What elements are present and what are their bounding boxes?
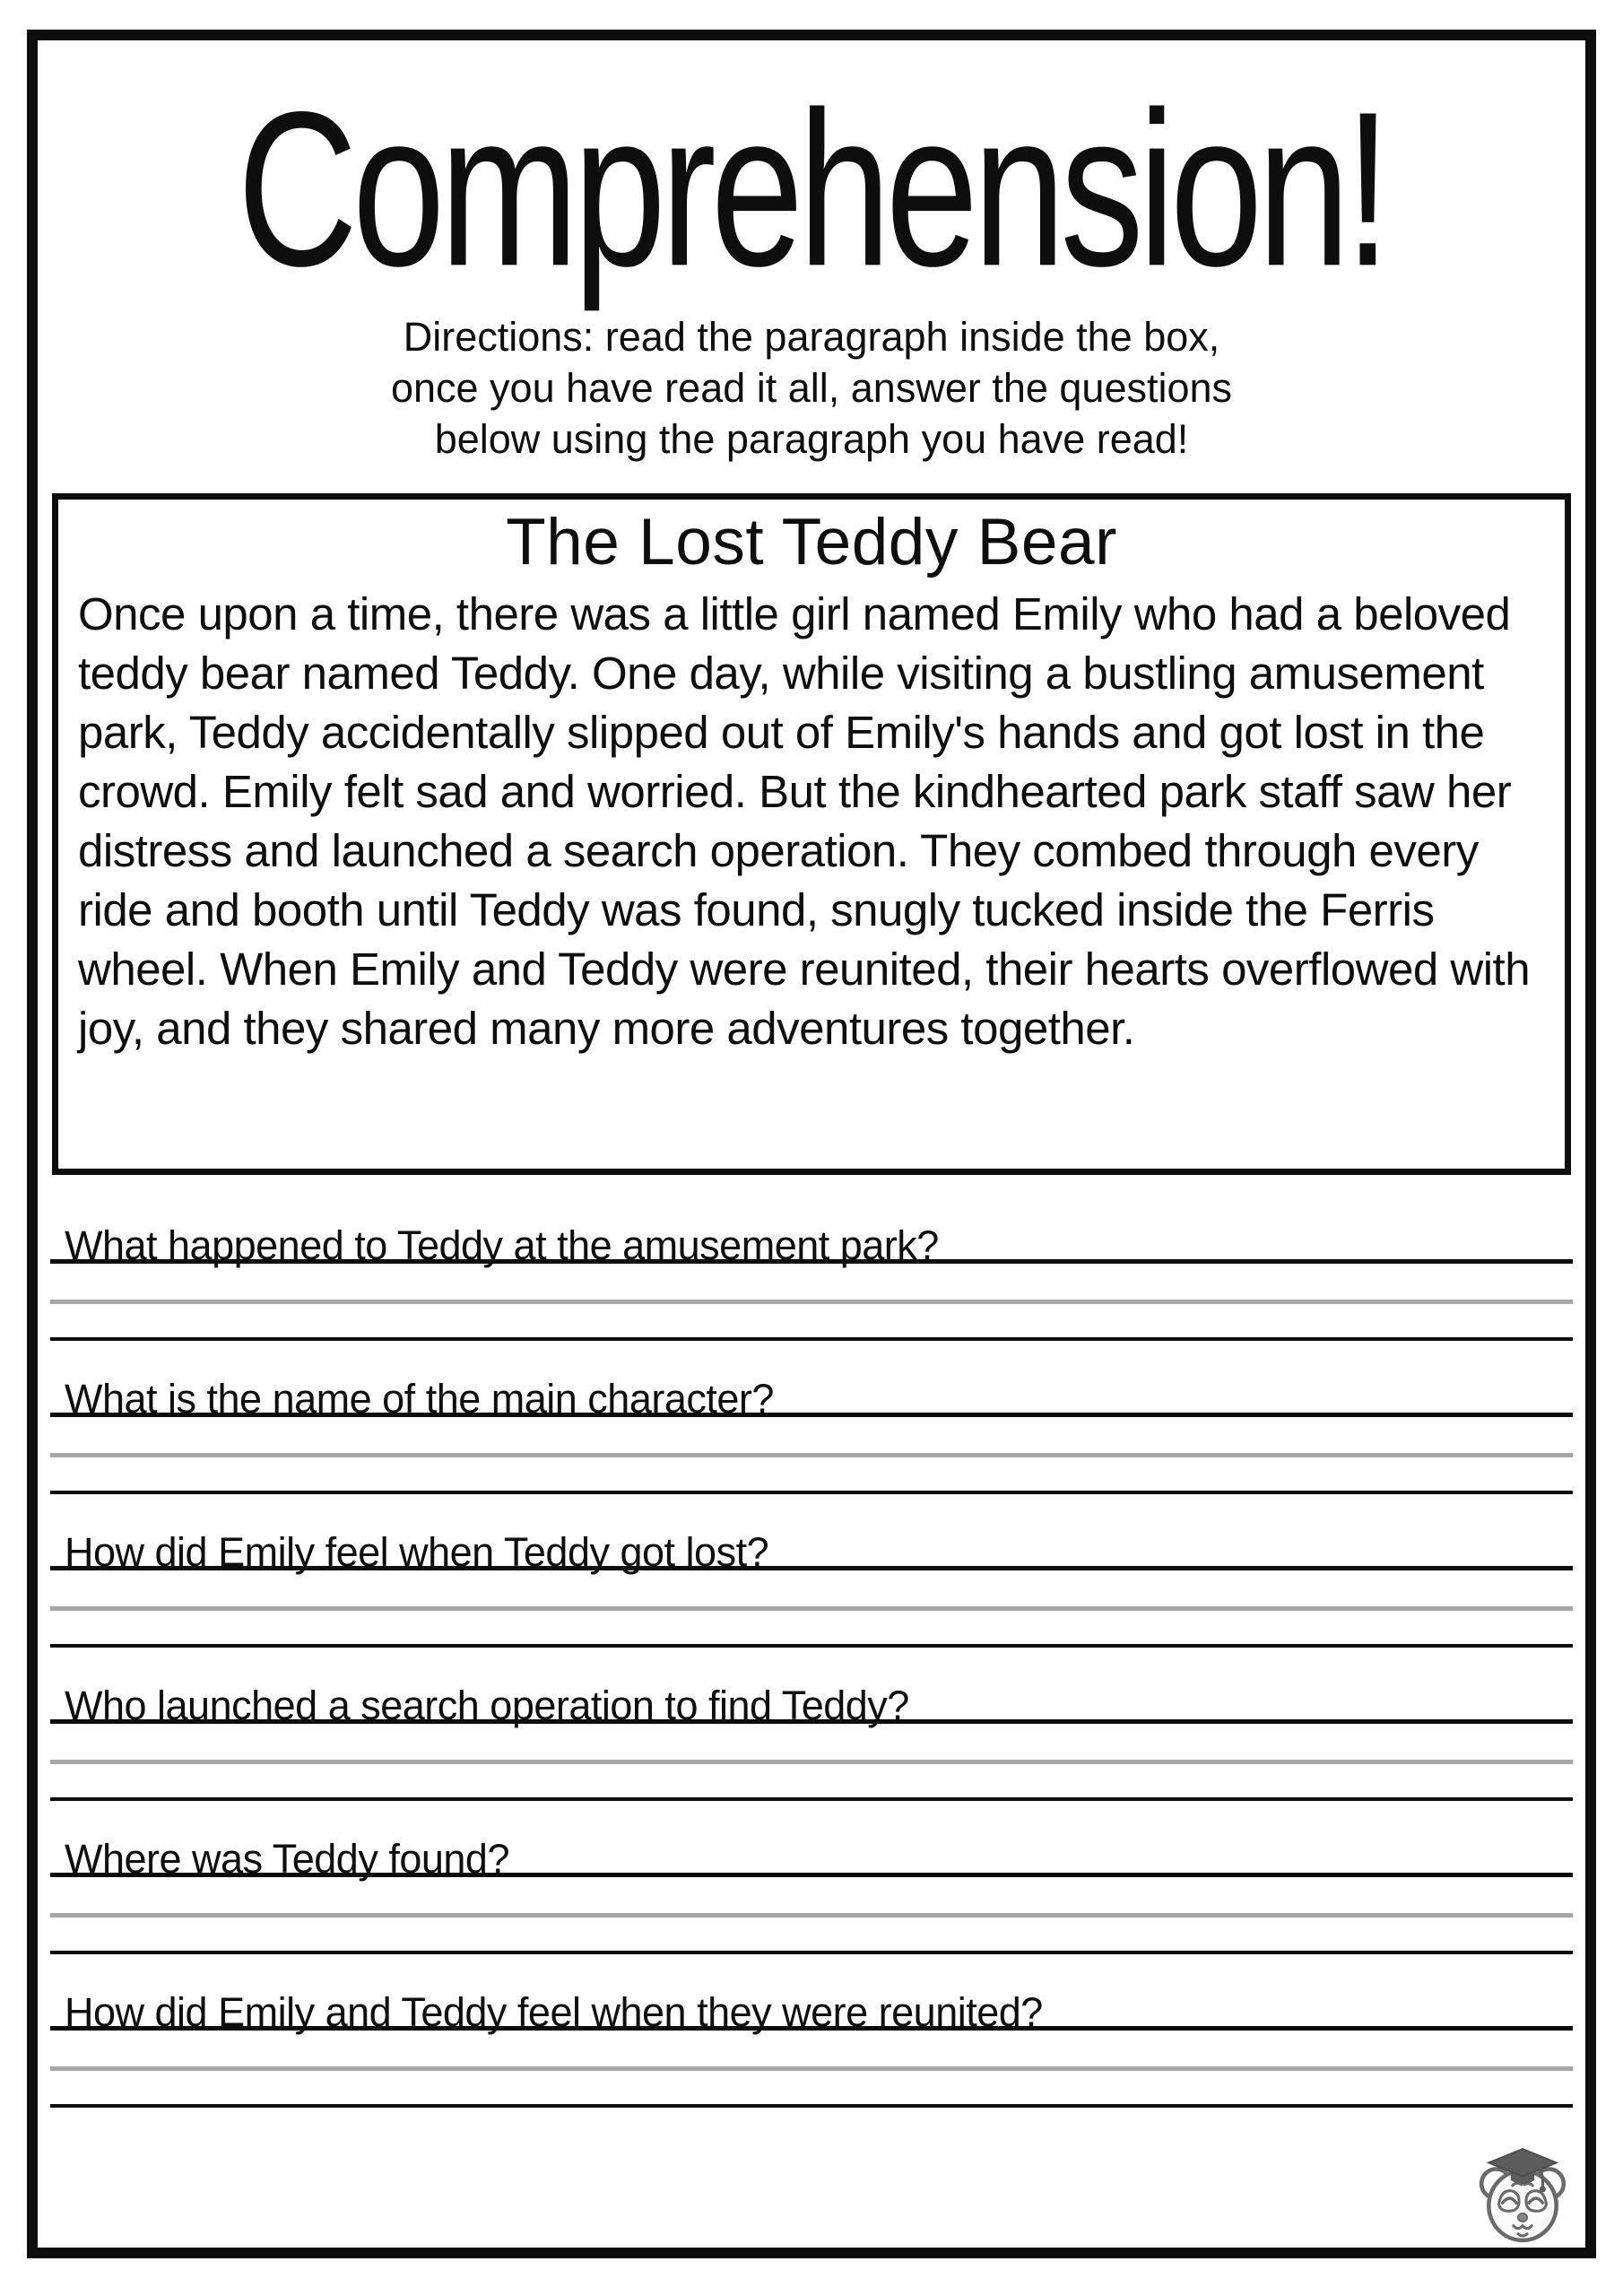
answer-line-gray — [50, 1417, 1573, 1457]
answer-line-black — [50, 1764, 1573, 1801]
page-title: Comprehension! — [237, 66, 1386, 313]
story-title: The Lost Teddy Bear — [506, 506, 1117, 578]
question-block-6 — [50, 1976, 1573, 2108]
answer-line-gray — [50, 2031, 1573, 2071]
question-underline — [50, 1209, 1573, 1268]
question-underline — [50, 1822, 1573, 1882]
question-block-5 — [50, 1822, 1573, 1954]
question-text: Who launched a search operation to find Teddy? — [65, 1683, 909, 1728]
question-block-3 — [50, 1516, 1573, 1648]
question-text: How did Emily and Teddy feel when they were reunited? — [65, 1989, 1043, 2035]
page-border — [27, 30, 1596, 2258]
question-text: What is the name of the main character? — [65, 1376, 774, 1422]
answer-line-gray — [50, 1570, 1573, 1611]
story-box — [52, 493, 1571, 1175]
panda-graduate-logo-icon — [1472, 2145, 1573, 2246]
question-text: What happened to Teddy at the amusement park? — [65, 1222, 939, 1268]
question-underline — [50, 1516, 1573, 1575]
directions — [38, 311, 1585, 465]
answer-line-black — [50, 1611, 1573, 1648]
answer-line-gray — [50, 1877, 1573, 1918]
answer-line-gray — [50, 1724, 1573, 1764]
answer-line-black — [50, 1457, 1573, 1494]
answer-line-black — [50, 2071, 1573, 2108]
story-body: Once upon a time, there was a little girl named Emily who had a beloved teddy bear named Teddy. One day, while visiting a bustling amusement park, Teddy accidentally slipped out of Emily's hands and got lost in the crowd. Emily felt sad and worried. But the kindhearted park staff saw her distress and launched a search operation. They combed through every ride and booth until Teddy was found, snugly tucked inside the Ferris wheel. When Emily and Teddy were reunited, their hearts overflowed with joy, and they shared many more adventures together. — [78, 588, 1531, 1054]
question-underline — [50, 1362, 1573, 1422]
question-block-1 — [50, 1209, 1573, 1341]
directions-line-1: Directions: read the paragraph inside the box, — [403, 314, 1220, 360]
question-text: Where was Teddy found? — [65, 1836, 509, 1882]
question-text: How did Emily feel when Teddy got lost? — [65, 1529, 769, 1575]
question-block-2 — [50, 1362, 1573, 1494]
answer-line-black — [50, 1918, 1573, 1954]
answer-line-gray — [50, 1264, 1573, 1304]
directions-line-3: below using the paragraph you have read! — [434, 416, 1189, 462]
question-underline — [50, 1976, 1573, 2035]
question-underline — [50, 1669, 1573, 1728]
questions-section — [50, 1209, 1573, 2108]
answer-line-black — [50, 1304, 1573, 1341]
directions-line-2: once you have read it all, answer the questions — [390, 365, 1233, 411]
page-title-wrap — [38, 64, 1585, 313]
question-block-4 — [50, 1669, 1573, 1801]
